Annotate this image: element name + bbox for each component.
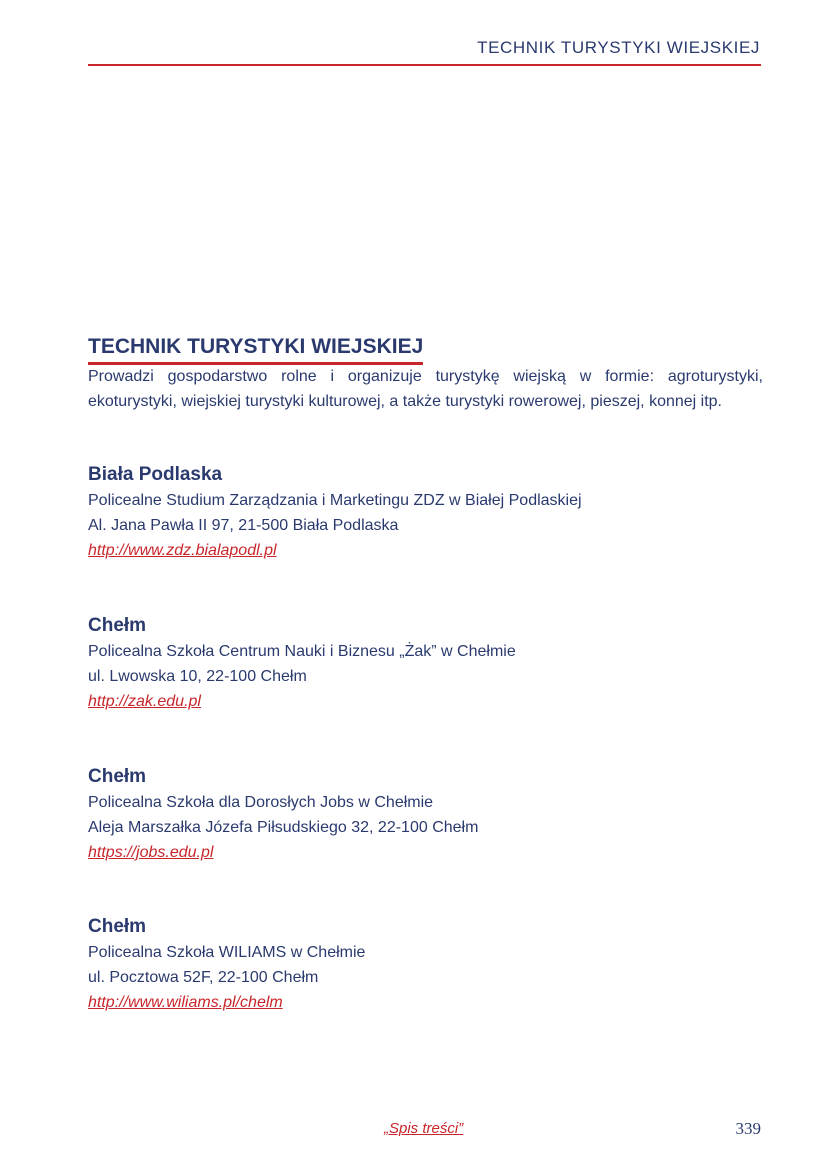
table-of-contents-link[interactable]: „Spis treści” bbox=[384, 1120, 464, 1137]
entry-school-name: Policealna Szkoła WILIAMS w Chełmie bbox=[88, 944, 366, 961]
entry-address: Al. Jana Pawła II 97, 21-500 Biała Podlaska bbox=[88, 517, 399, 534]
entry-school-name: Policealne Studium Zarządzania i Marketingu ZDZ w Białej Podlaskiej bbox=[88, 492, 582, 509]
entry-city: Chełm bbox=[88, 615, 147, 636]
entry-city: Chełm bbox=[88, 916, 147, 937]
entry-school-name: Policealna Szkoła dla Dorosłych Jobs w Chełmie bbox=[88, 794, 434, 811]
entry-website-link[interactable]: http://www.wiliams.pl/chelm bbox=[88, 994, 283, 1011]
page-number: 339 bbox=[735, 1119, 761, 1138]
entry-website-link[interactable]: http://www.zdz.bialapodl.pl bbox=[88, 542, 277, 559]
section-description: Prowadzi gospodarstwo rolne i organizuje turystykę wiejską w formie: agroturystyki, ekoturystyki, wiejskiej turystyki kulturowej, a także turystyki rowerowej, pieszej, konnej itp. bbox=[88, 368, 763, 410]
section-title: TECHNIK TURYSTYKI WIEJSKIEJ bbox=[88, 334, 423, 365]
header-divider bbox=[88, 64, 761, 66]
entry-address: Aleja Marszałka Józefa Piłsudskiego 32, 22-100 Chełm bbox=[88, 819, 479, 836]
school-entry bbox=[88, 613, 763, 714]
running-header: TECHNIK TURYSTYKI WIEJSKIEJ bbox=[477, 38, 760, 57]
school-entry bbox=[88, 462, 763, 563]
entry-city: Biała Podlaska bbox=[88, 464, 223, 485]
entry-website-link[interactable]: http://zak.edu.pl bbox=[88, 693, 201, 710]
entry-address: ul. Pocztowa 52F, 22-100 Chełm bbox=[88, 969, 319, 986]
entry-city: Chełm bbox=[88, 766, 147, 787]
entry-address: ul. Lwowska 10, 22-100 Chełm bbox=[88, 668, 307, 685]
school-entry bbox=[88, 914, 763, 1015]
entry-website-link[interactable]: https://jobs.edu.pl bbox=[88, 844, 214, 861]
entry-school-name: Policealna Szkoła Centrum Nauki i Biznesu „Żak” w Chełmie bbox=[88, 643, 516, 660]
school-entry bbox=[88, 764, 763, 865]
